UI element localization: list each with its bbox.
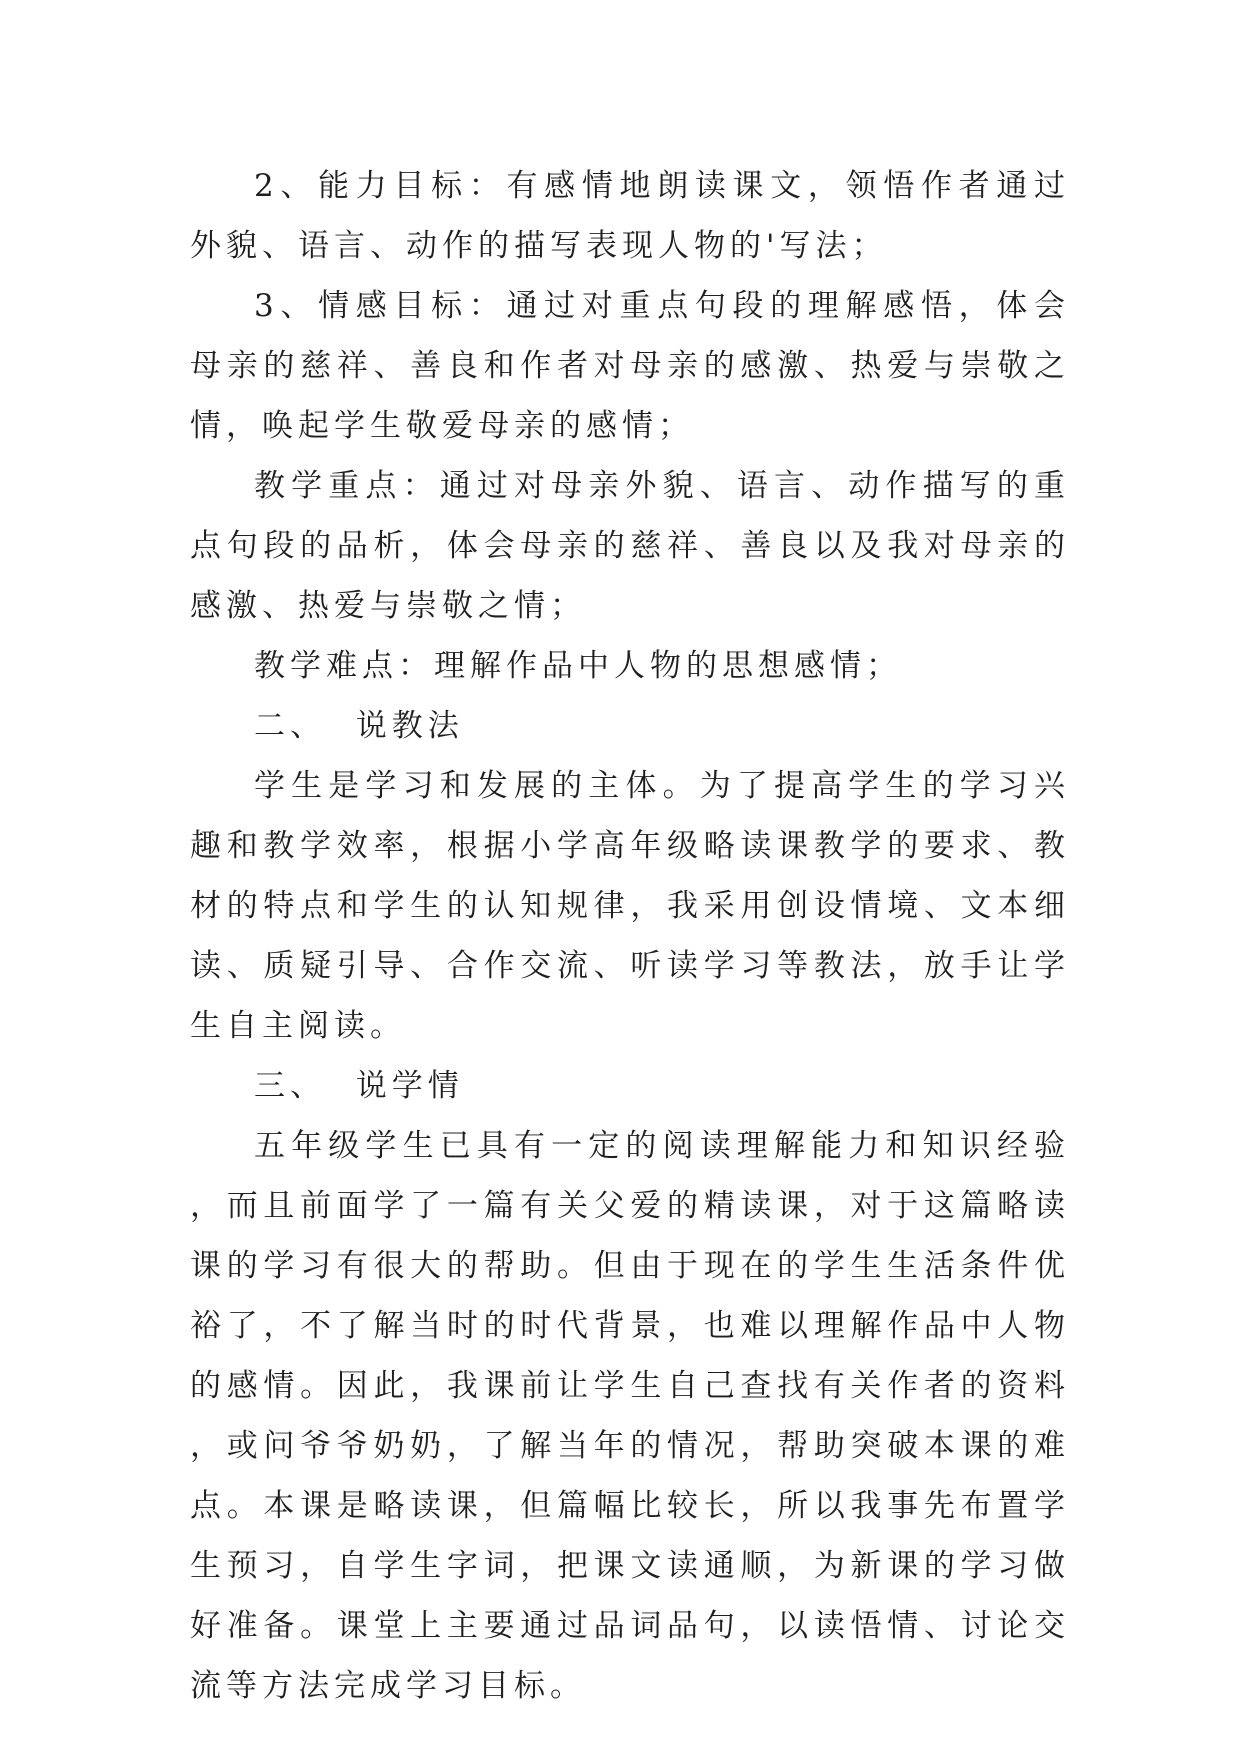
paragraph-ability-goal: 2、能力目标：有感情地朗读课文，领悟作者通过外貌、语言、动作的描写表现人物的'写法； [190, 168, 1070, 264]
document-page [190, 156, 1070, 1716]
section-heading-student-situation: 三、 说学情 [254, 1068, 464, 1104]
paragraph-teaching-method: 学生是学习和发展的主体。为了提高学生的学习兴趣和教学效率，根据小学高年级略读课教学的要求、教材的特点和学生的认知规律，我采用创设情境、文本细读、质疑引导、合作交流、听读学习等教法，放手让学生自主阅读。 [190, 768, 1070, 1044]
paragraph-teaching-focus: 教学重点：通过对母亲外貌、语言、动作描写的重点句段的品析，体会母亲的慈祥、善良以及我对母亲的感激、热爱与崇敬之情； [190, 468, 1070, 624]
paragraph-teaching-difficulty: 教学难点：理解作品中人物的思想感情； [254, 648, 902, 684]
paragraph-student-situation: 五年级学生已具有一定的阅读理解能力和知识经验，而且前面学了一篇有关父爱的精读课，对于这篇略读课的学习有很大的帮助。但由于现在的学生生活条件优裕了，不了解当时的时代背景，也难以理解作品中人物的感情。因此，我课前让学生自己查找有关作者的资料，或问爷爷奶奶，了解当年的情况，帮助突破本课的难点。本课是略读课，但篇幅比较长，所以我事先布置学生预习，自学生字词，把课文读通顺，为新课的学习做好准备。课堂上主要通过品词品句，以读悟情、讨论交流等方法完成学习目标。 [190, 1128, 1070, 1704]
paragraph-emotion-goal: 3、情感目标：通过对重点句段的理解感悟，体会母亲的慈祥、善良和作者对母亲的感激、热爱与崇敬之情，唤起学生敬爱母亲的感情； [190, 288, 1070, 444]
section-heading-teaching-method: 二、 说教法 [254, 708, 464, 744]
